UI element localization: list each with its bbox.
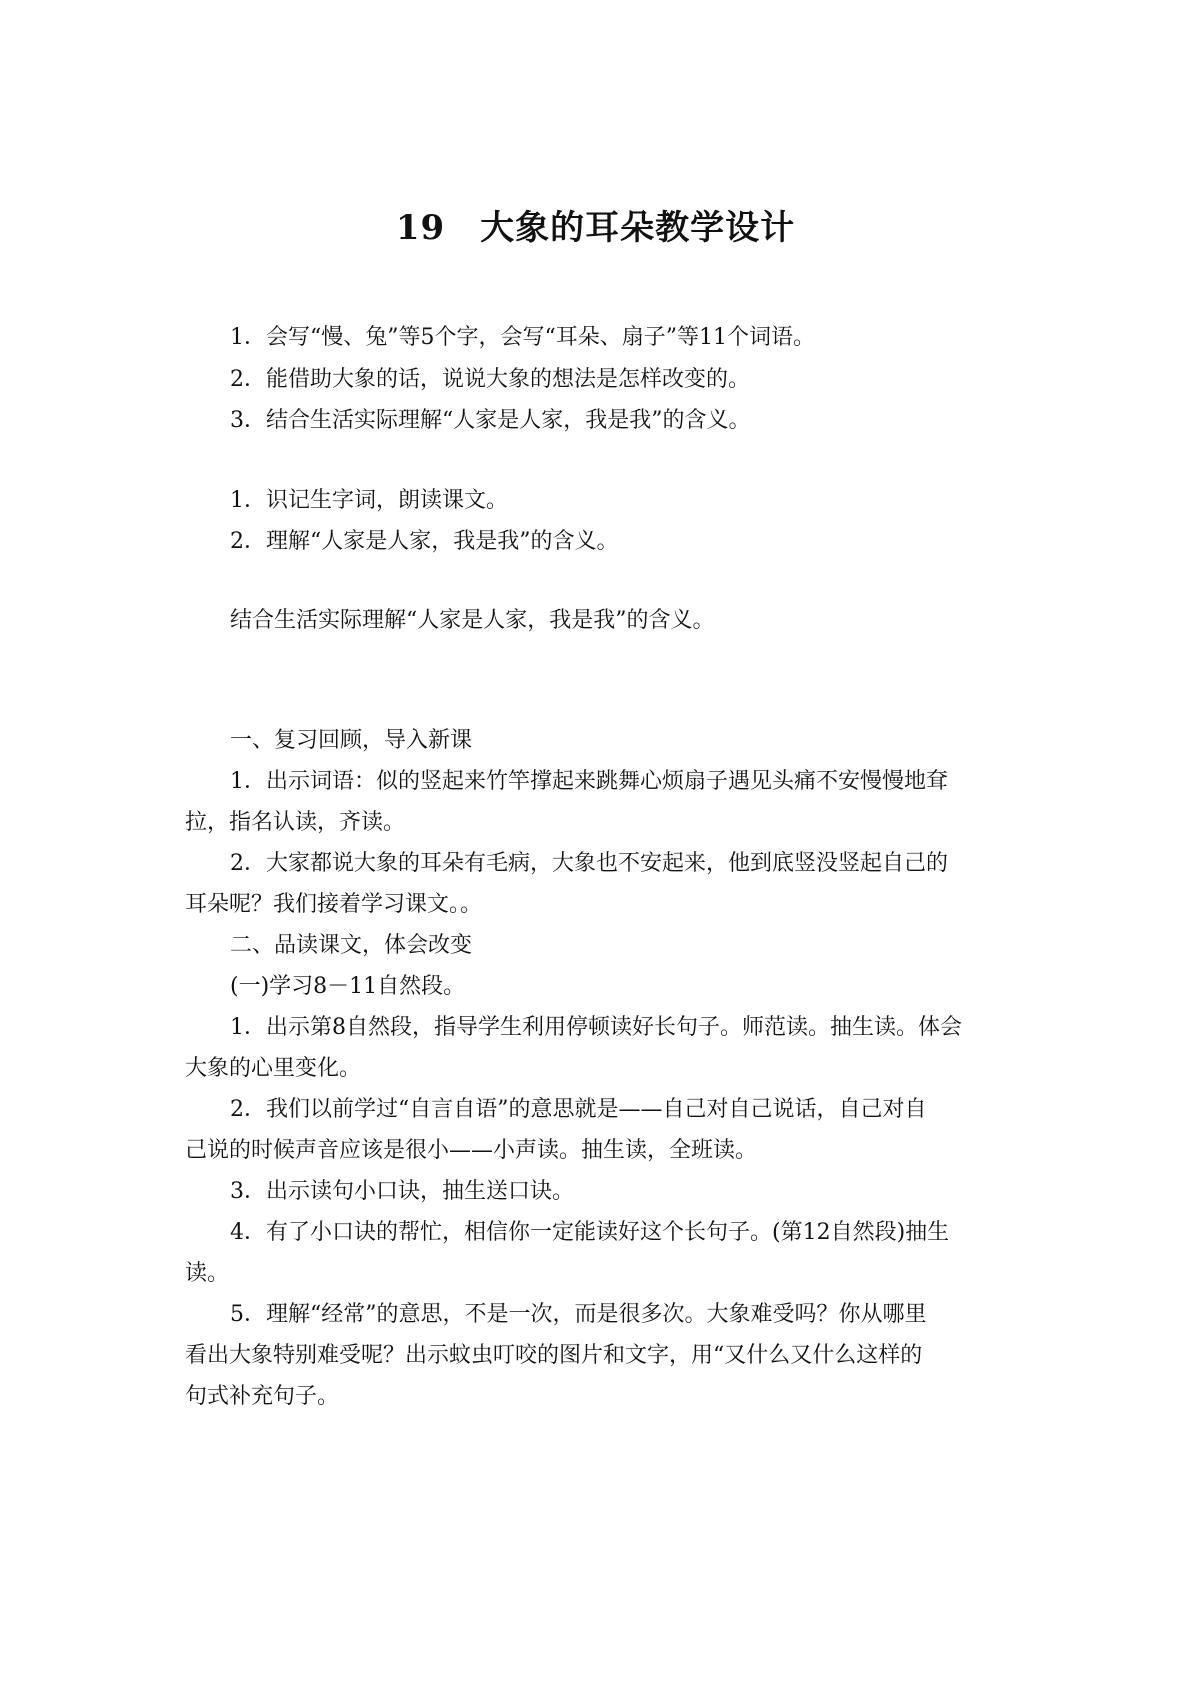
review-item-1-line-2: 拉，指名认读，齐读。: [185, 810, 406, 835]
step-2-line-1: 2．我们以前学过“自言自语”的意思就是——自己对自己说话，自己对自: [230, 1097, 927, 1122]
step-5-line-1: 5．理解“经常”的意思，不是一次，而是很多次。大象难受吗？你从哪里: [230, 1302, 927, 1327]
step-1-line-1: 1．出示第8自然段，指导学生利用停顿读好长句子。师范读。抽生读。体会: [230, 1015, 962, 1040]
section-heading-reading: 二、品读课文，体会改变: [230, 933, 473, 958]
step-4-line-1: 4．有了小口诀的帮忙，相信你一定能读好这个长句子。(第12自然段)抽生: [230, 1220, 950, 1245]
step-5-line-2: 看出大象特别难受呢？出示蚊虫叮咬的图片和文字，用“又什么又什么这样的: [185, 1343, 923, 1368]
subsection-heading-1: (一)学习8－11自然段。: [230, 974, 466, 999]
section-heading-review: 一、复习回顾，导入新课: [230, 728, 473, 753]
step-4-line-2: 读。: [185, 1261, 230, 1286]
difficulty-text: 结合生活实际理解“人家是人家，我是我”的含义。: [230, 608, 715, 633]
step-3-line-1: 3．出示读句小口诀，抽生送口诀。: [230, 1179, 574, 1204]
objective-3: 3．结合生活实际理解“人家是人家，我是我”的含义。: [230, 408, 751, 433]
step-1-line-2: 大象的心里变化。: [185, 1056, 362, 1081]
step-5-line-3: 句式补充句子。: [185, 1384, 340, 1409]
step-2-line-2: 己说的时候声音应该是很小——小声读。抽生读，全班读。: [185, 1138, 758, 1163]
review-item-2-line-2: 耳朵呢？我们接着学习课文。。: [185, 892, 483, 917]
objective-1: 1．会写“慢、兔”等5个字，会写“耳朵、扇子”等11个词语。: [230, 325, 815, 350]
review-item-2-line-1: 2．大家都说大象的耳朵有毛病，大象也不安起来，他到底竖没竖起自己的: [230, 851, 948, 876]
document-title: 19 大象的耳朵教学设计: [395, 208, 796, 248]
key-point-1: 1．识记生字词，朗读课文。: [230, 488, 508, 513]
key-point-2: 2．理解“人家是人家，我是我”的含义。: [230, 529, 619, 554]
objective-2: 2．能借助大象的话，说说大象的想法是怎样改变的。: [230, 367, 750, 392]
review-item-1-line-1: 1．出示词语：似的竖起来竹竿撑起来跳舞心烦扇子遇见头痛不安慢慢地耷: [230, 769, 948, 794]
